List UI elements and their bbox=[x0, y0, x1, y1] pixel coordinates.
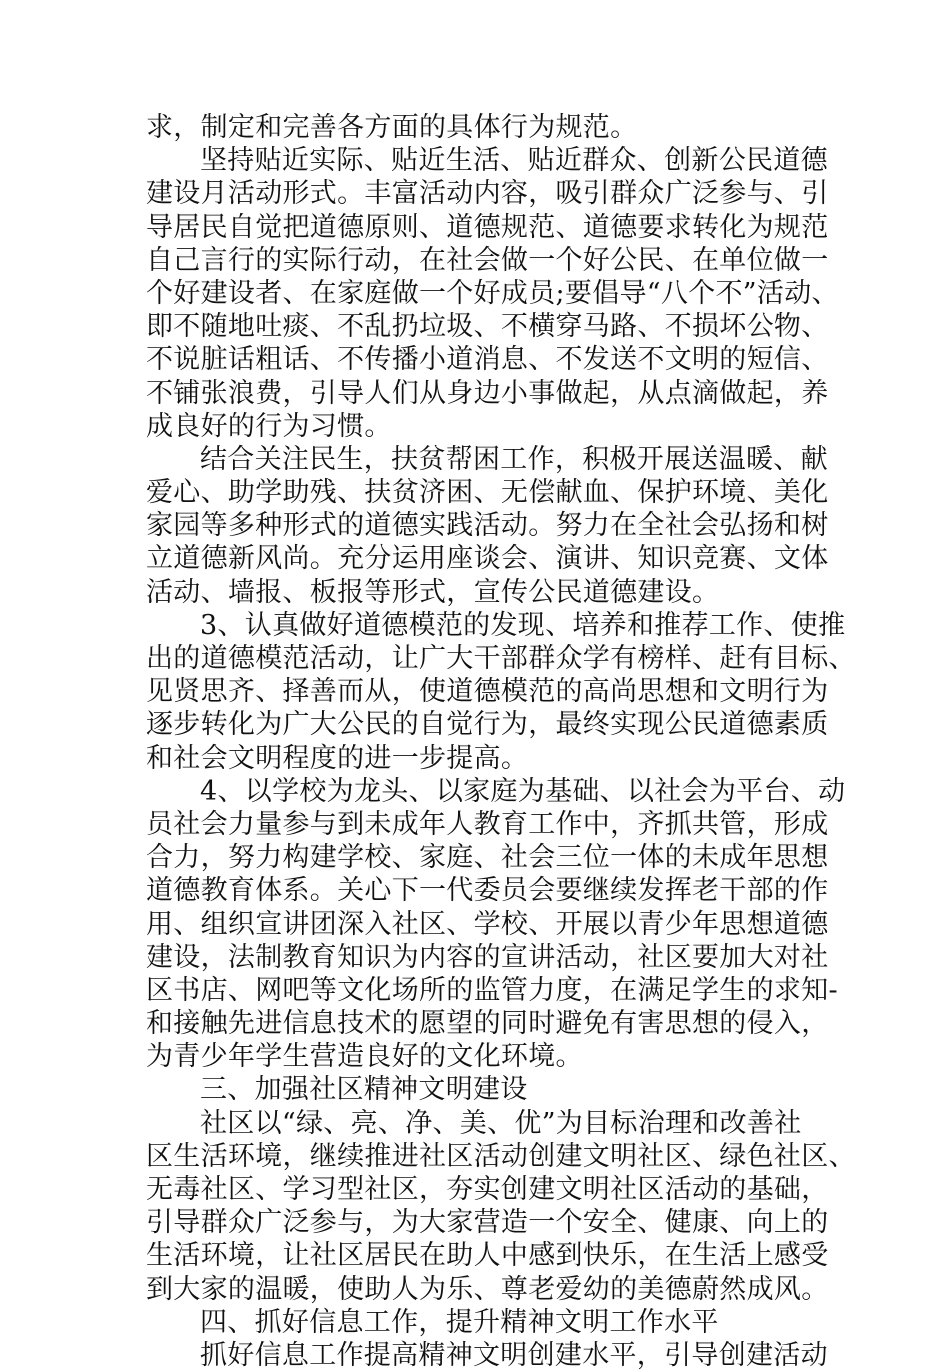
text-line: 和接触先进信息技术的愿望的同时避免有害思想的侵入， bbox=[146, 1008, 829, 1040]
text-line: 个好建设者、在家庭做一个好成员;要倡导“八个不”活动、 bbox=[146, 277, 839, 309]
paragraph-first-line: 三、加强社区精神文明建设 bbox=[200, 1074, 528, 1106]
text-line: 建设，法制教育知识为内容的宣讲活动，社区要加大对社 bbox=[146, 941, 829, 973]
text-line: 逐步转化为广大公民的自觉行为，最终实现公民道德素质 bbox=[146, 709, 829, 741]
text-line: 家园等多种形式的道德实践活动。努力在全社会弘扬和树 bbox=[146, 510, 829, 542]
text-line: 不铺张浪费，引导人们从身边小事做起，从点滴做起，养 bbox=[146, 377, 829, 409]
text-line: 成良好的行为习惯。 bbox=[146, 410, 392, 442]
text-line: 不说脏话粗话、不传播小道消息、不发送不文明的短信、 bbox=[146, 344, 829, 376]
document-body bbox=[146, 111, 856, 1372]
text-line: 立道德新风尚。充分运用座谈会、演讲、知识竞赛、文体 bbox=[146, 543, 829, 575]
text-line: 用、组织宣讲团深入社区、学校、开展以青少年思想道德 bbox=[146, 908, 829, 940]
text-line: 区书店、网吧等文化场所的监管力度，在满足学生的求知- bbox=[146, 974, 838, 1006]
text-line: 求，制定和完善各方面的具体行为规范。 bbox=[146, 112, 638, 143]
paragraph-first-line: 坚持贴近实际、贴近生活、贴近群众、创新公民道德 bbox=[200, 145, 828, 177]
paragraph-first-line: 结合关注民生，扶贫帮困工作，积极开展送温暖、献 bbox=[200, 443, 828, 475]
paragraph-first-line: 4、以学校为龙头、以家庭为基础、以社会为平台、动 bbox=[200, 775, 846, 807]
text-line: 到大家的温暖，使助人为乐、尊老爱幼的美德蔚然成风。 bbox=[146, 1273, 829, 1305]
paragraph-first-line: 社区以“绿、亮、净、美、优”为目标治理和改善社 bbox=[200, 1107, 802, 1139]
text-line: 见贤思齐、择善而从，使道德模范的高尚思想和文明行为 bbox=[146, 676, 829, 708]
text-line: 建设月活动形式。丰富活动内容，吸引群众广泛参与、引 bbox=[146, 178, 829, 210]
text-line: 无毒社区、学习型社区，夯实创建文明社区活动的基础， bbox=[146, 1174, 829, 1205]
text-line: 合力，努力构建学校、家庭、社会三位一体的未成年思想 bbox=[146, 842, 829, 874]
text-line: 生活环境，让社区居民在助人中感到快乐，在生活上感受 bbox=[146, 1240, 829, 1272]
paragraph-first-line: 抓好信息工作提高精神文明创建水平，引导创建活动 bbox=[200, 1339, 828, 1371]
text-line: 自己言行的实际行动，在社会做一个好公民、在单位做一 bbox=[146, 244, 829, 276]
text-line: 区生活环境，继续推进社区活动创建文明社区、绿色社区、 bbox=[146, 1140, 856, 1172]
text-line: 道德教育体系。关心下一代委员会要继续发挥老干部的作 bbox=[146, 875, 829, 907]
text-line: 员社会力量参与到未成年人教育工作中，齐抓共管，形成 bbox=[146, 808, 829, 840]
text-line: 即不随地吐痰、不乱扔垃圾、不横穿马路、不损坏公物、 bbox=[146, 311, 829, 343]
text-line: 导居民自觉把道德原则、道德规范、道德要求转化为规范 bbox=[146, 211, 829, 243]
paragraph-first-line: 3、认真做好道德模范的发现、培养和推荐工作、使推 bbox=[200, 609, 846, 641]
text-line: 引导群众广泛参与，为大家营造一个安全、健康、向上的 bbox=[146, 1207, 829, 1239]
text-line: 为青少年学生营造良好的文化环境。 bbox=[146, 1041, 583, 1073]
text-line: 出的道德模范活动，让广大干部群众学有榜样、赶有目标、 bbox=[146, 643, 856, 674]
text-line: 和社会文明程度的进一步提高。 bbox=[146, 742, 529, 774]
text-line: 活动、墙报、板报等形式，宣传公民道德建设。 bbox=[146, 576, 720, 608]
text-line: 爱心、助学助残、扶贫济困、无偿献血、保护环境、美化 bbox=[146, 477, 829, 509]
paragraph-first-line: 四、抓好信息工作，提升精神文明工作水平 bbox=[200, 1306, 719, 1338]
